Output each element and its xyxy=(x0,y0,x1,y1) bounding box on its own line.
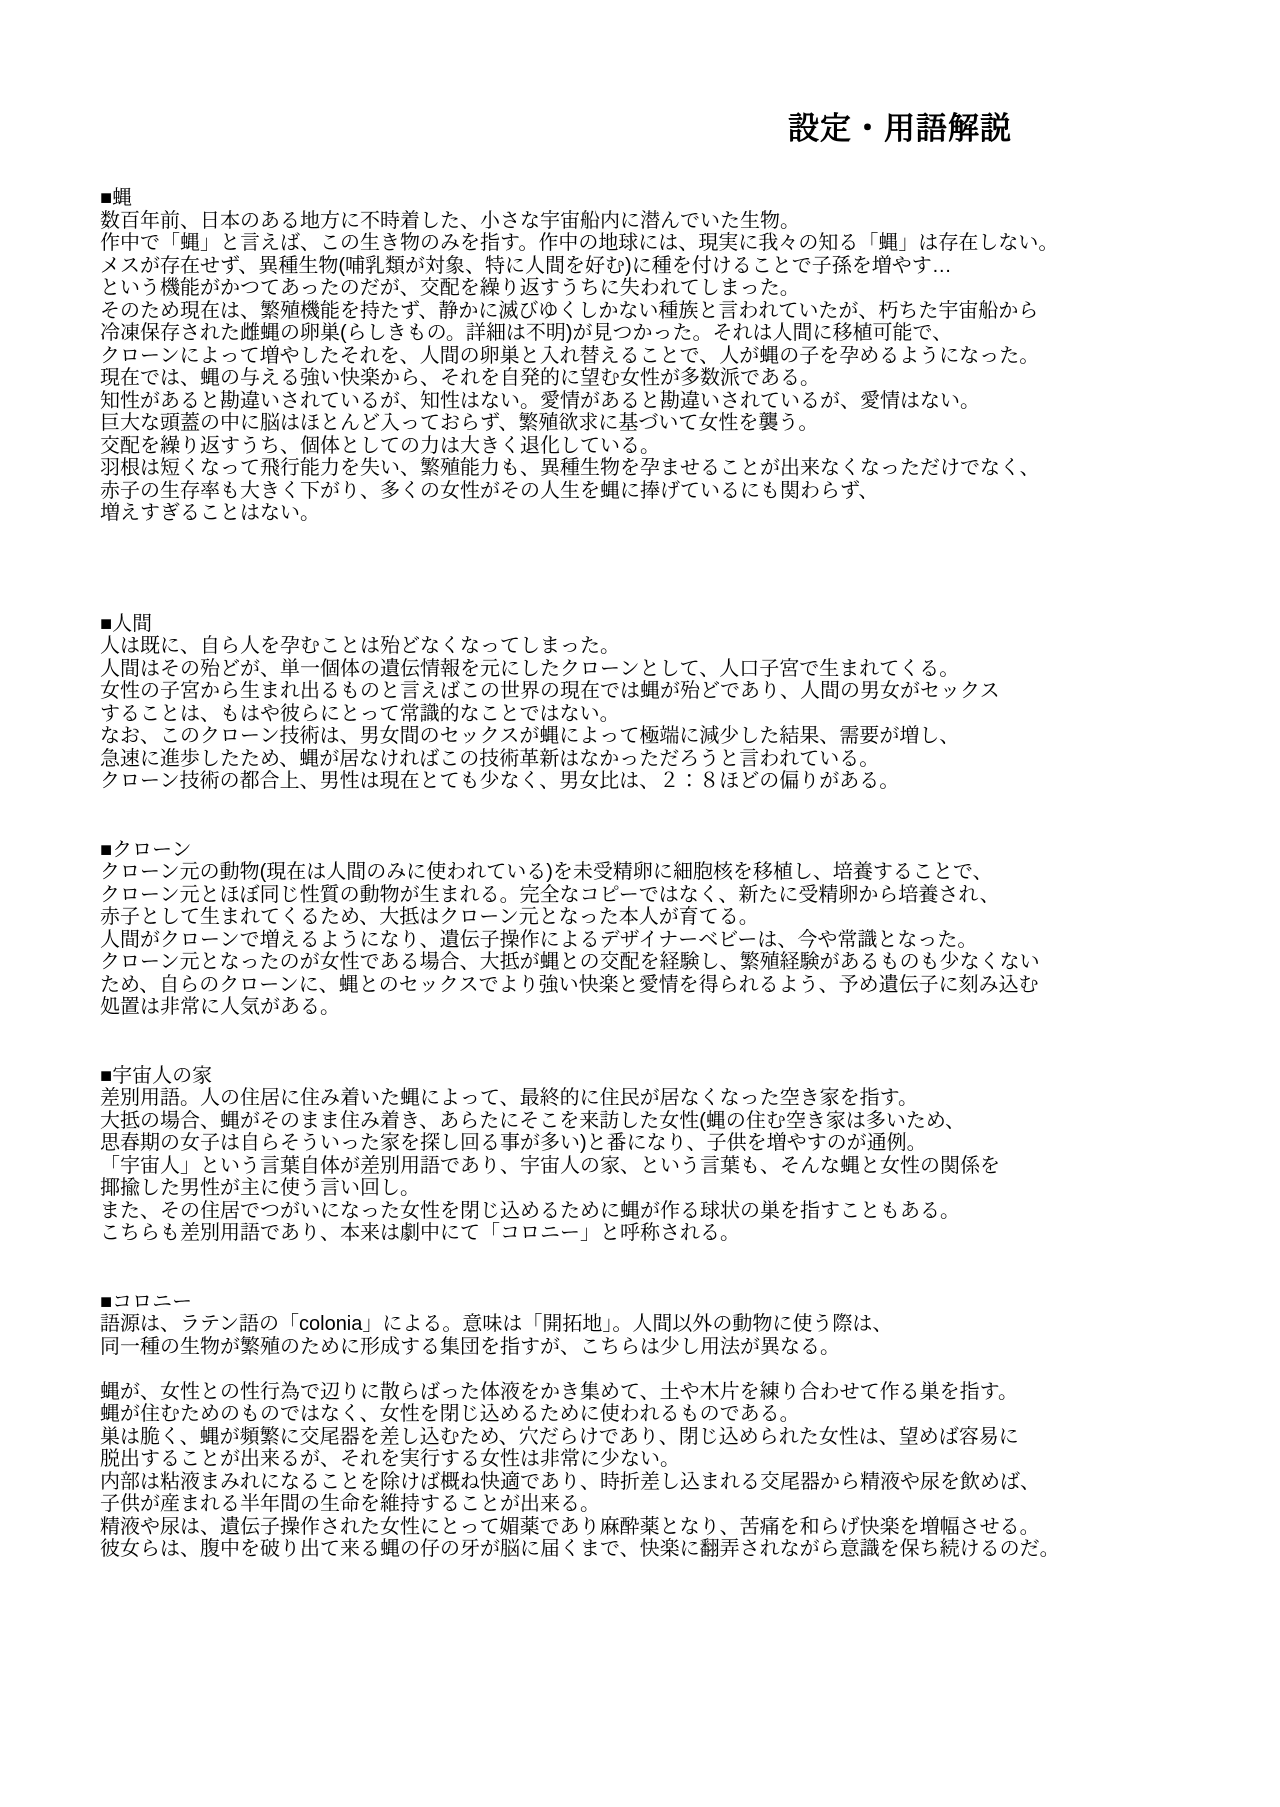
text-line: また、その住居でつがいになった女性を閉じ込めるために蝿が作る球状の巣を指すこともある。 xyxy=(100,1199,960,1222)
text-line: クローン技術の都合上、男性は現在とても少なく、男女比は、２：８ほどの偏りがある。 xyxy=(100,770,900,792)
section-fly xyxy=(100,187,1240,525)
text-line: 増えすぎることはない。 xyxy=(100,502,320,524)
text-line: 赤子として生まれてくるため、大抵はクローン元となった本人が育てる。 xyxy=(100,906,759,928)
text-line: クローン元となったのが女性である場合、大抵が蝿との交配を経験し、繁殖経験があるものも少なくない xyxy=(100,951,1040,973)
text-line: 彼女らは、腹中を破り出て来る蝿の仔の牙が脳に届くまで、快楽に翻弄されながら意識を保ち続けるのだ。 xyxy=(100,1538,1060,1560)
text-line: 差別用語。人の住居に住み着いた蝿によって、最終的に住民が居なくなった空き家を指す。 xyxy=(100,1087,918,1109)
text-line: クローン元とほぼ同じ性質の動物が生まれる。完全なコピーではなく、新たに受精卵から培養され、 xyxy=(100,883,1000,906)
text-line: 人間はその殆どが、単一個体の遺伝情報を元にしたクローンとして、人口子宮で生まれてくる。 xyxy=(100,657,960,680)
text-line: 脱出することが出来るが、それを実行する女性は非常に少ない。 xyxy=(100,1448,680,1470)
page-title: 設定・用語解説 xyxy=(788,111,1012,146)
text-line: 現在では、蝿の与える強い快楽から、それを自発的に望む女性が多数派である。 xyxy=(100,367,820,389)
text-line: メスが存在せず、異種生物(哺乳類が対象、特に人間を好む)に種を付けることで子孫を増やす… xyxy=(100,254,952,277)
text-line: 冷凍保存された雌蝿の卵巣(らしきもの。詳細は不明)が見つかった。それは人間に移植可能で、 xyxy=(100,322,953,344)
section-heading: ■クローン xyxy=(100,838,192,861)
section-body xyxy=(100,210,1240,525)
section-body xyxy=(100,861,1240,1019)
section-heading: ■人間 xyxy=(100,612,153,635)
text-line: という機能がかつてあったのだが、交配を繰り返すうちに失われてしまった。 xyxy=(100,277,800,299)
text-line: 処置は非常に人気がある。 xyxy=(100,996,340,1018)
section-alien-house xyxy=(100,1065,1240,1245)
text-line: 急速に進歩したため、蝿が居なければこの技術革新はなかっただろうと言われている。 xyxy=(100,747,880,770)
text-line: することは、もはや彼らにとって常識的なことではない。 xyxy=(100,702,620,725)
text-line: クローンによって増やしたそれを、人間の卵巣と入れ替えることで、人が蝿の子を孕めるようになった。 xyxy=(100,344,1040,367)
text-line: なお、このクローン技術は、男女間のセックスが蝿によって極端に減少した結果、需要が増し、 xyxy=(100,725,960,747)
text-line: クローン元の動物(現在は人間のみに使われている)を未受精卵に細胞核を移植し、培養することで、 xyxy=(100,861,993,883)
section-body xyxy=(100,1313,1240,1561)
text-line: 同一種の生物が繁殖のために形成する集団を指すが、こちらは少し用法が異なる。 xyxy=(100,1335,840,1358)
section-colony xyxy=(100,1291,1240,1561)
text-line: 内部は粘液まみれになることを除けば概ね快適であり、時折差し込まれる交尾器から精液や尿を飲めば、 xyxy=(100,1470,1040,1493)
text-line: 語源は、ラテン語の「colonia」による。意味は「開拓地」。人間以外の動物に使う際は、 xyxy=(100,1313,893,1335)
glossary-content xyxy=(100,187,1240,1561)
text-line: そのため現在は、繁殖機能を持たず、静かに滅びゆくしかない種族と言われていたが、朽ちた宇宙船から xyxy=(100,299,1039,322)
text-line: 人間がクローンで増えるようになり、遺伝子操作によるデザイナーベビーは、今や常識となった。 xyxy=(100,928,978,951)
text-line: 子供が産まれる半年間の生命を維持することが出来る。 xyxy=(100,1493,600,1515)
text-line: 蝿が住むためのものではなく、女性を閉じ込めるために使われるものである。 xyxy=(100,1403,800,1425)
text-line: 知性があると勘違いされているが、知性はない。愛情があると勘違いされているが、愛情はない。 xyxy=(100,389,980,412)
section-body xyxy=(100,1087,1240,1245)
text-line: 作中で「蝿」と言えば、この生き物のみを指す。作中の地球には、現実に我々の知る「蝿」は存在しない。 xyxy=(100,232,1059,254)
section-clone xyxy=(100,839,1240,1019)
text-line: 赤子の生存率も大きく下がり、多くの女性がその人生を蝿に捧げているにも関わらず、 xyxy=(100,479,879,502)
section-human xyxy=(100,613,1240,793)
text-line: 精液や尿は、遺伝子操作された女性にとって媚薬であり麻酔薬となり、苦痛を和らげ快楽を増幅させる。 xyxy=(100,1515,1040,1538)
section-heading: ■コロニー xyxy=(100,1290,193,1313)
blank-line xyxy=(100,1358,1240,1381)
text-line: 女性の子宮から生まれ出るものと言えばこの世界の現在では蝿が殆どであり、人間の男女がセックス xyxy=(100,680,1000,702)
text-line: 思春期の女子は自らそういった家を探し回る事が多い)と番になり、子供を増やすのが通例。 xyxy=(100,1132,927,1154)
section-heading: ■宇宙人の家 xyxy=(100,1064,213,1087)
text-line: 巣は脆く、蝿が頻繁に交尾器を差し込むため、穴だらけであり、閉じ込められた女性は、望めば容易に xyxy=(100,1425,1019,1448)
text-line: 大抵の場合、蝿がそのまま住み着き、あらたにそこを来訪した女性(蝿の住む空き家は多いため、 xyxy=(100,1109,966,1132)
text-line: こちらも差別用語であり、本来は劇中にて「コロニー」と呼称される。 xyxy=(100,1222,740,1244)
text-line: ため、自らのクローンに、蝿とのセックスでより強い快楽と愛情を得られるよう、予め遺伝子に刻み込む xyxy=(100,973,1039,996)
text-line: 蝿が、女性との性行為で辺りに散らばった体液をかき集めて、土や木片を練り合わせて作る巣を指す。 xyxy=(100,1380,1018,1403)
section-heading: ■蝿 xyxy=(100,187,133,209)
text-line: 「宇宙人」という言葉自体が差別用語であり、宇宙人の家、という言葉も、そんな蝿と女性の関係を xyxy=(100,1154,1000,1177)
section-body xyxy=(100,635,1240,793)
text-line: 交配を繰り返すうち、個体としての力は大きく退化している。 xyxy=(100,434,660,457)
text-line: 巨大な頭蓋の中に脳はほとんど入っておらず、繁殖欲求に基づいて女性を襲う。 xyxy=(100,412,819,434)
text-line: 人は既に、自ら人を孕むことは殆どなくなってしまった。 xyxy=(100,635,620,657)
text-line: 揶揄した男性が主に使う言い回し。 xyxy=(100,1177,420,1199)
text-line: 数百年前、日本のある地方に不時着した、小さな宇宙船内に潜んでいた生物。 xyxy=(100,209,800,232)
text-line: 羽根は短くなって飛行能力を失い、繁殖能力も、異種生物を孕ませることが出来なくなっただけでなく、 xyxy=(100,457,1040,479)
